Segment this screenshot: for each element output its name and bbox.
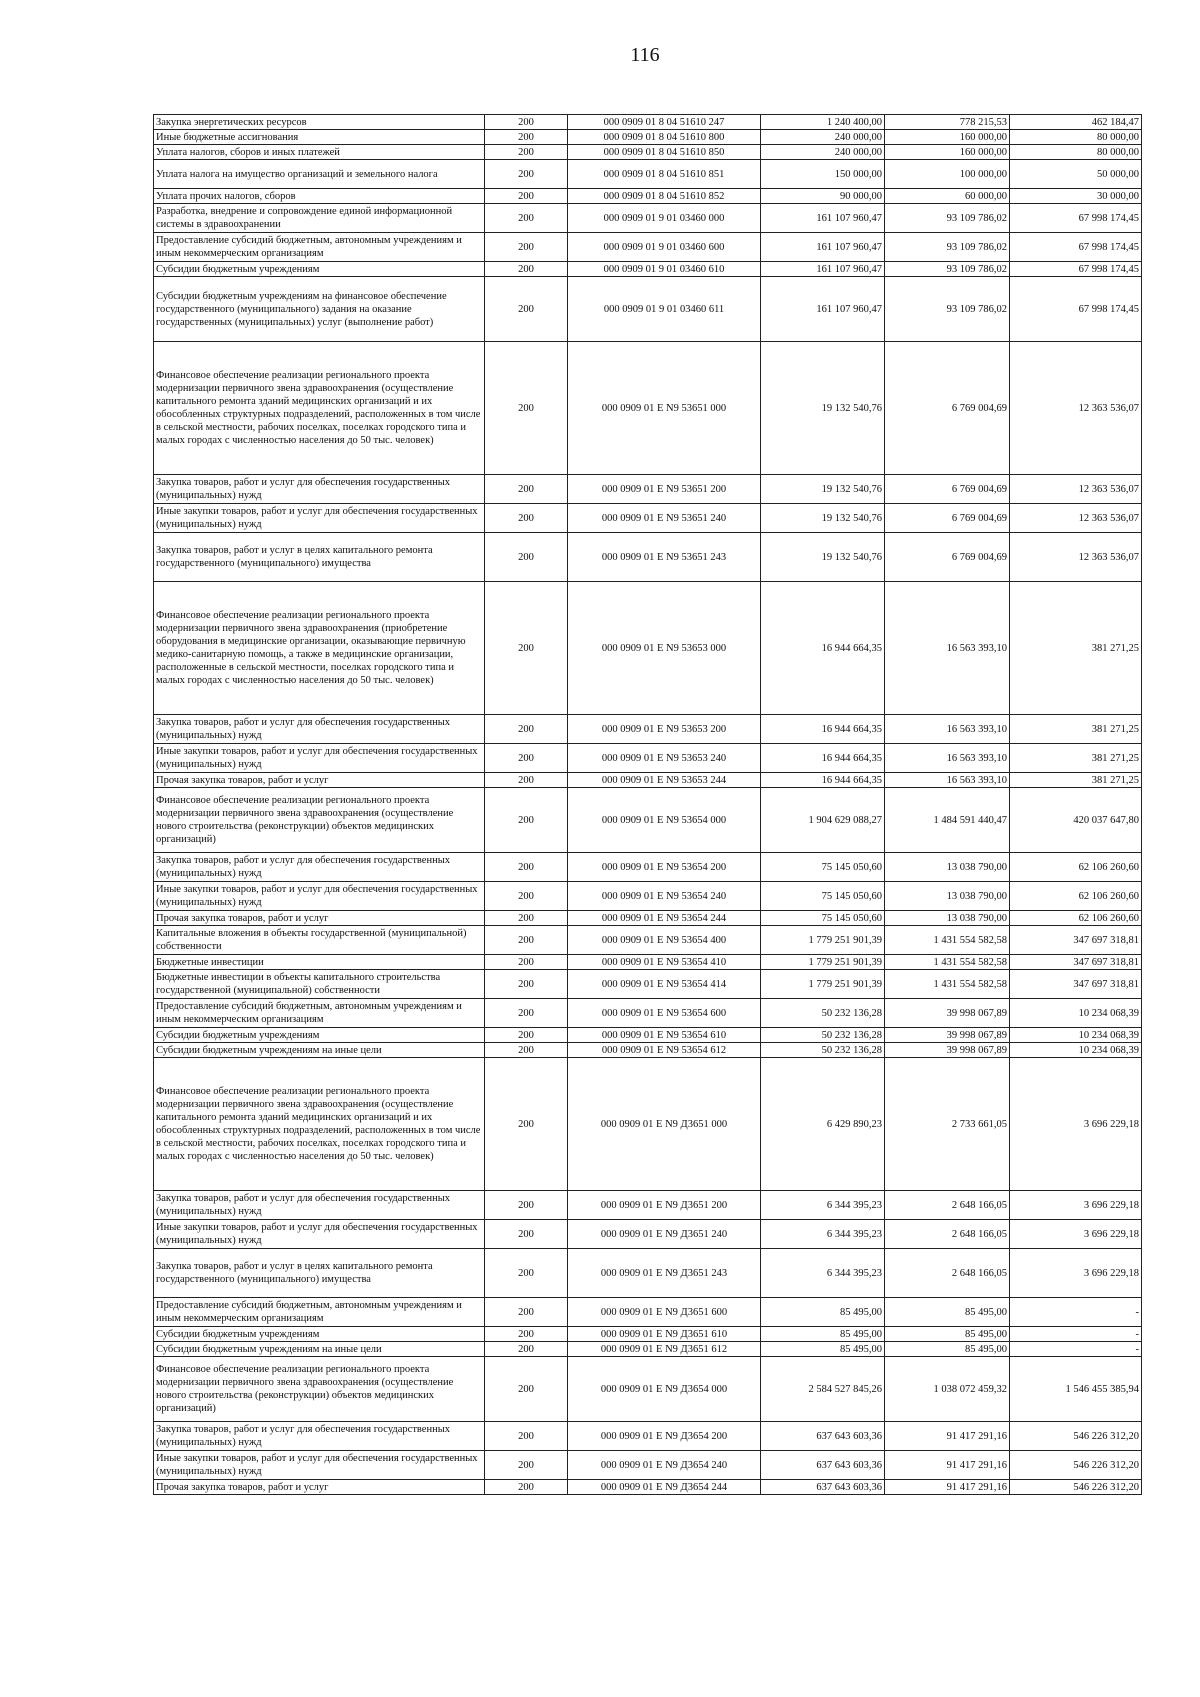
row-status-code: 200 <box>485 204 568 233</box>
row-executed-amount: 160 000,00 <box>885 130 1010 145</box>
row-executed-amount: 16 563 393,10 <box>885 715 1010 744</box>
row-name: Закупка товаров, работ и услуг для обеспечения государственных (муниципальных) нужд <box>154 715 485 744</box>
row-name: Субсидии бюджетным учреждениям на иные цели <box>154 1342 485 1357</box>
row-name: Закупка товаров, работ и услуг в целях капитального ремонта государственного (муниципального) имущества <box>154 1249 485 1298</box>
table-row <box>154 115 1142 130</box>
row-budget-code: 000 0909 01 E N9 53654 240 <box>568 882 761 911</box>
row-status-code: 200 <box>485 1342 568 1357</box>
row-approved-amount: 1 904 629 088,27 <box>761 788 885 853</box>
row-executed-amount: 1 431 554 582,58 <box>885 926 1010 955</box>
row-executed-amount: 6 769 004,69 <box>885 342 1010 475</box>
row-executed-amount: 100 000,00 <box>885 160 1010 189</box>
row-status-code: 200 <box>485 1298 568 1327</box>
row-approved-amount: 16 944 664,35 <box>761 773 885 788</box>
row-name: Бюджетные инвестиции в объекты капитального строительства государственной (муниципальной) собственности <box>154 970 485 999</box>
row-status-code: 200 <box>485 1043 568 1058</box>
row-remaining-amount: 3 696 229,18 <box>1010 1220 1142 1249</box>
row-remaining-amount: 420 037 647,80 <box>1010 788 1142 853</box>
row-remaining-amount: 80 000,00 <box>1010 130 1142 145</box>
row-status-code: 200 <box>485 504 568 533</box>
row-executed-amount: 85 495,00 <box>885 1298 1010 1327</box>
row-budget-code: 000 0909 01 E N9 53651 200 <box>568 475 761 504</box>
row-remaining-amount: 3 696 229,18 <box>1010 1058 1142 1191</box>
table-row <box>154 1480 1142 1495</box>
table-row <box>154 1298 1142 1327</box>
row-remaining-amount: 1 546 455 385,94 <box>1010 1357 1142 1422</box>
row-remaining-amount: 347 697 318,81 <box>1010 970 1142 999</box>
row-budget-code: 000 0909 01 E N9 53654 610 <box>568 1028 761 1043</box>
table-row <box>154 1028 1142 1043</box>
row-budget-code: 000 0909 01 E N9 Д3651 600 <box>568 1298 761 1327</box>
row-executed-amount: 6 769 004,69 <box>885 533 1010 582</box>
row-approved-amount: 75 145 050,60 <box>761 911 885 926</box>
row-executed-amount: 2 648 166,05 <box>885 1191 1010 1220</box>
row-status-code: 200 <box>485 715 568 744</box>
row-budget-code: 000 0909 01 8 04 51610 851 <box>568 160 761 189</box>
row-executed-amount: 1 431 554 582,58 <box>885 970 1010 999</box>
row-remaining-amount: 12 363 536,07 <box>1010 533 1142 582</box>
row-budget-code: 000 0909 01 E N9 53651 000 <box>568 342 761 475</box>
page-number: 116 <box>630 44 660 66</box>
row-executed-amount: 91 417 291,16 <box>885 1451 1010 1480</box>
row-name: Уплата прочих налогов, сборов <box>154 189 485 204</box>
row-executed-amount: 93 109 786,02 <box>885 204 1010 233</box>
row-approved-amount: 6 344 395,23 <box>761 1191 885 1220</box>
row-remaining-amount: 546 226 312,20 <box>1010 1451 1142 1480</box>
row-executed-amount: 93 109 786,02 <box>885 277 1010 342</box>
row-budget-code: 000 0909 01 E N9 Д3654 244 <box>568 1480 761 1495</box>
row-approved-amount: 161 107 960,47 <box>761 262 885 277</box>
row-remaining-amount: 381 271,25 <box>1010 715 1142 744</box>
row-approved-amount: 16 944 664,35 <box>761 744 885 773</box>
row-budget-code: 000 0909 01 E N9 53654 612 <box>568 1043 761 1058</box>
row-executed-amount: 2 648 166,05 <box>885 1249 1010 1298</box>
row-executed-amount: 39 998 067,89 <box>885 999 1010 1028</box>
table-row <box>154 342 1142 475</box>
row-executed-amount: 1 431 554 582,58 <box>885 955 1010 970</box>
table-row <box>154 160 1142 189</box>
row-name: Иные закупки товаров, работ и услуг для обеспечения государственных (муниципальных) нужд <box>154 1451 485 1480</box>
table-row <box>154 1422 1142 1451</box>
row-remaining-amount: 10 234 068,39 <box>1010 1028 1142 1043</box>
row-status-code: 200 <box>485 160 568 189</box>
table-row <box>154 1191 1142 1220</box>
row-status-code: 200 <box>485 970 568 999</box>
row-approved-amount: 637 643 603,36 <box>761 1451 885 1480</box>
row-approved-amount: 75 145 050,60 <box>761 882 885 911</box>
row-approved-amount: 637 643 603,36 <box>761 1480 885 1495</box>
table-row <box>154 911 1142 926</box>
row-name: Субсидии бюджетным учреждениям на иные цели <box>154 1043 485 1058</box>
row-executed-amount: 13 038 790,00 <box>885 911 1010 926</box>
row-executed-amount: 39 998 067,89 <box>885 1028 1010 1043</box>
row-approved-amount: 161 107 960,47 <box>761 204 885 233</box>
row-approved-amount: 2 584 527 845,26 <box>761 1357 885 1422</box>
table-row <box>154 204 1142 233</box>
row-budget-code: 000 0909 01 9 01 03460 000 <box>568 204 761 233</box>
row-name: Иные закупки товаров, работ и услуг для обеспечения государственных (муниципальных) нужд <box>154 1220 485 1249</box>
row-budget-code: 000 0909 01 9 01 03460 611 <box>568 277 761 342</box>
row-name: Субсидии бюджетным учреждениям <box>154 1028 485 1043</box>
row-budget-code: 000 0909 01 E N9 Д3651 240 <box>568 1220 761 1249</box>
row-remaining-amount: 12 363 536,07 <box>1010 342 1142 475</box>
row-status-code: 200 <box>485 1480 568 1495</box>
row-budget-code: 000 0909 01 E N9 53654 414 <box>568 970 761 999</box>
row-budget-code: 000 0909 01 8 04 51610 852 <box>568 189 761 204</box>
row-remaining-amount: - <box>1010 1342 1142 1357</box>
table-row <box>154 475 1142 504</box>
row-remaining-amount: 347 697 318,81 <box>1010 955 1142 970</box>
row-budget-code: 000 0909 01 E N9 Д3651 243 <box>568 1249 761 1298</box>
row-status-code: 200 <box>485 1028 568 1043</box>
row-name: Иные бюджетные ассигнования <box>154 130 485 145</box>
table-row <box>154 1058 1142 1191</box>
row-budget-code: 000 0909 01 E N9 53653 244 <box>568 773 761 788</box>
row-status-code: 200 <box>485 1451 568 1480</box>
row-remaining-amount: 546 226 312,20 <box>1010 1422 1142 1451</box>
row-name: Бюджетные инвестиции <box>154 955 485 970</box>
row-remaining-amount: 62 106 260,60 <box>1010 911 1142 926</box>
row-status-code: 200 <box>485 277 568 342</box>
row-approved-amount: 240 000,00 <box>761 145 885 160</box>
row-budget-code: 000 0909 01 E N9 53651 243 <box>568 533 761 582</box>
row-approved-amount: 19 132 540,76 <box>761 342 885 475</box>
row-approved-amount: 16 944 664,35 <box>761 715 885 744</box>
row-remaining-amount: 67 998 174,45 <box>1010 233 1142 262</box>
row-budget-code: 000 0909 01 8 04 51610 850 <box>568 145 761 160</box>
row-budget-code: 000 0909 01 E N9 Д3651 200 <box>568 1191 761 1220</box>
row-budget-code: 000 0909 01 E N9 Д3654 240 <box>568 1451 761 1480</box>
table-row <box>154 277 1142 342</box>
row-status-code: 200 <box>485 744 568 773</box>
row-status-code: 200 <box>485 788 568 853</box>
row-approved-amount: 19 132 540,76 <box>761 475 885 504</box>
row-approved-amount: 50 232 136,28 <box>761 999 885 1028</box>
row-approved-amount: 85 495,00 <box>761 1342 885 1357</box>
row-remaining-amount: 10 234 068,39 <box>1010 999 1142 1028</box>
row-name: Прочая закупка товаров, работ и услуг <box>154 773 485 788</box>
table-body <box>154 115 1142 1495</box>
table-row <box>154 1357 1142 1422</box>
row-executed-amount: 778 215,53 <box>885 115 1010 130</box>
table-row <box>154 582 1142 715</box>
row-status-code: 200 <box>485 533 568 582</box>
row-name: Закупка товаров, работ и услуг для обеспечения государственных (муниципальных) нужд <box>154 1191 485 1220</box>
table-row <box>154 504 1142 533</box>
row-remaining-amount: 67 998 174,45 <box>1010 204 1142 233</box>
row-approved-amount: 16 944 664,35 <box>761 582 885 715</box>
row-name: Закупка товаров, работ и услуг для обеспечения государственных (муниципальных) нужд <box>154 1422 485 1451</box>
row-name: Финансовое обеспечение реализации регионального проекта модернизации первичного звена здравоохранения (приобретение оборудования в медицинские организации, оказывающие первичную медико-санитарную помощь, а также в медицинские организации, расположенные в сельской местности, поселках городского типа и малых городах с численностью населения до 50 тыс. человек) <box>154 582 485 715</box>
row-budget-code: 000 0909 01 E N9 53654 400 <box>568 926 761 955</box>
row-status-code: 200 <box>485 115 568 130</box>
row-budget-code: 000 0909 01 E N9 53654 244 <box>568 911 761 926</box>
table-row <box>154 715 1142 744</box>
table-row <box>154 262 1142 277</box>
table-row <box>154 788 1142 853</box>
table-row <box>154 130 1142 145</box>
row-name: Иные закупки товаров, работ и услуг для обеспечения государственных (муниципальных) нужд <box>154 882 485 911</box>
row-budget-code: 000 0909 01 E N9 Д3651 000 <box>568 1058 761 1191</box>
table-row <box>154 1342 1142 1357</box>
row-name: Закупка товаров, работ и услуг в целях капитального ремонта государственного (муниципального) имущества <box>154 533 485 582</box>
table-row <box>154 926 1142 955</box>
row-executed-amount: 91 417 291,16 <box>885 1422 1010 1451</box>
row-status-code: 200 <box>485 955 568 970</box>
row-approved-amount: 85 495,00 <box>761 1298 885 1327</box>
row-approved-amount: 50 232 136,28 <box>761 1043 885 1058</box>
row-status-code: 200 <box>485 475 568 504</box>
row-budget-code: 000 0909 01 E N9 53653 200 <box>568 715 761 744</box>
table-row <box>154 1043 1142 1058</box>
row-status-code: 200 <box>485 1220 568 1249</box>
row-remaining-amount: 546 226 312,20 <box>1010 1480 1142 1495</box>
row-remaining-amount: - <box>1010 1298 1142 1327</box>
row-executed-amount: 16 563 393,10 <box>885 582 1010 715</box>
row-approved-amount: 1 779 251 901,39 <box>761 926 885 955</box>
row-executed-amount: 2 733 661,05 <box>885 1058 1010 1191</box>
row-remaining-amount: 12 363 536,07 <box>1010 504 1142 533</box>
row-budget-code: 000 0909 01 8 04 51610 247 <box>568 115 761 130</box>
row-status-code: 200 <box>485 1357 568 1422</box>
row-budget-code: 000 0909 01 E N9 Д3651 612 <box>568 1342 761 1357</box>
row-executed-amount: 13 038 790,00 <box>885 882 1010 911</box>
row-approved-amount: 19 132 540,76 <box>761 504 885 533</box>
table-row <box>154 1327 1142 1342</box>
row-remaining-amount: 12 363 536,07 <box>1010 475 1142 504</box>
row-budget-code: 000 0909 01 E N9 53654 410 <box>568 955 761 970</box>
row-status-code: 200 <box>485 999 568 1028</box>
row-name: Прочая закупка товаров, работ и услуг <box>154 911 485 926</box>
row-status-code: 200 <box>485 926 568 955</box>
table-row <box>154 233 1142 262</box>
row-status-code: 200 <box>485 1058 568 1191</box>
row-approved-amount: 150 000,00 <box>761 160 885 189</box>
row-executed-amount: 39 998 067,89 <box>885 1043 1010 1058</box>
row-remaining-amount: 381 271,25 <box>1010 744 1142 773</box>
row-name: Уплата налога на имущество организаций и земельного налога <box>154 160 485 189</box>
table-row <box>154 999 1142 1028</box>
row-budget-code: 000 0909 01 8 04 51610 800 <box>568 130 761 145</box>
row-executed-amount: 160 000,00 <box>885 145 1010 160</box>
table-row <box>154 1451 1142 1480</box>
row-name: Закупка энергетических ресурсов <box>154 115 485 130</box>
row-budget-code: 000 0909 01 E N9 Д3651 610 <box>568 1327 761 1342</box>
row-remaining-amount: 3 696 229,18 <box>1010 1191 1142 1220</box>
row-name: Финансовое обеспечение реализации регионального проекта модернизации первичного звена здравоохранения (осуществление капитального ремонта зданий медицинских организаций и их обособленных структурных подразделений, расположенных в том числе в сельской местности, рабочих поселках, поселках городского типа и малых городах с численностью населения до 50 тыс. человек) <box>154 342 485 475</box>
row-executed-amount: 85 495,00 <box>885 1342 1010 1357</box>
row-executed-amount: 6 769 004,69 <box>885 475 1010 504</box>
row-remaining-amount: 347 697 318,81 <box>1010 926 1142 955</box>
row-remaining-amount: 62 106 260,60 <box>1010 853 1142 882</box>
row-approved-amount: 6 429 890,23 <box>761 1058 885 1191</box>
row-approved-amount: 75 145 050,60 <box>761 853 885 882</box>
table-row <box>154 1249 1142 1298</box>
row-executed-amount: 2 648 166,05 <box>885 1220 1010 1249</box>
row-executed-amount: 60 000,00 <box>885 189 1010 204</box>
row-name: Иные закупки товаров, работ и услуг для обеспечения государственных (муниципальных) нужд <box>154 504 485 533</box>
table-row <box>154 853 1142 882</box>
table-row <box>154 744 1142 773</box>
row-budget-code: 000 0909 01 E N9 53653 240 <box>568 744 761 773</box>
row-status-code: 200 <box>485 1191 568 1220</box>
row-approved-amount: 6 344 395,23 <box>761 1249 885 1298</box>
row-executed-amount: 1 038 072 459,32 <box>885 1357 1010 1422</box>
row-remaining-amount: 67 998 174,45 <box>1010 277 1142 342</box>
row-budget-code: 000 0909 01 9 01 03460 600 <box>568 233 761 262</box>
row-status-code: 200 <box>485 1422 568 1451</box>
row-status-code: 200 <box>485 342 568 475</box>
row-approved-amount: 1 779 251 901,39 <box>761 970 885 999</box>
table-row <box>154 773 1142 788</box>
row-executed-amount: 16 563 393,10 <box>885 773 1010 788</box>
row-status-code: 200 <box>485 1249 568 1298</box>
row-name: Финансовое обеспечение реализации регионального проекта модернизации первичного звена здравоохранения (осуществление капитального ремонта зданий медицинских организаций и их обособленных структурных подразделений, расположенных в том числе в сельской местности, рабочих поселках, поселках городского типа и малых городах с численностью населения до 50 тыс. человек) <box>154 1058 485 1191</box>
row-remaining-amount: 67 998 174,45 <box>1010 262 1142 277</box>
row-name: Прочая закупка товаров, работ и услуг <box>154 1480 485 1495</box>
row-approved-amount: 1 779 251 901,39 <box>761 955 885 970</box>
table-row <box>154 882 1142 911</box>
row-remaining-amount: 50 000,00 <box>1010 160 1142 189</box>
row-status-code: 200 <box>485 1327 568 1342</box>
row-remaining-amount: 80 000,00 <box>1010 145 1142 160</box>
row-budget-code: 000 0909 01 E N9 53654 600 <box>568 999 761 1028</box>
row-name: Субсидии бюджетным учреждениям <box>154 1327 485 1342</box>
row-approved-amount: 1 240 400,00 <box>761 115 885 130</box>
row-name: Закупка товаров, работ и услуг для обеспечения государственных (муниципальных) нужд <box>154 475 485 504</box>
row-approved-amount: 240 000,00 <box>761 130 885 145</box>
row-name: Предоставление субсидий бюджетным, автономным учреждениям и иным некоммерческим организациям <box>154 999 485 1028</box>
row-executed-amount: 1 484 591 440,47 <box>885 788 1010 853</box>
budget-execution-table <box>153 114 1142 1495</box>
row-remaining-amount: 3 696 229,18 <box>1010 1249 1142 1298</box>
row-remaining-amount: 10 234 068,39 <box>1010 1043 1142 1058</box>
row-name: Предоставление субсидий бюджетным, автономным учреждениям и иным некоммерческим организациям <box>154 1298 485 1327</box>
row-name: Предоставление субсидий бюджетным, автономным учреждениям и иным некоммерческим организациям <box>154 233 485 262</box>
row-executed-amount: 16 563 393,10 <box>885 744 1010 773</box>
row-remaining-amount: - <box>1010 1327 1142 1342</box>
row-name: Субсидии бюджетным учреждениям <box>154 262 485 277</box>
row-executed-amount: 93 109 786,02 <box>885 233 1010 262</box>
table-row <box>154 1220 1142 1249</box>
row-remaining-amount: 381 271,25 <box>1010 773 1142 788</box>
row-status-code: 200 <box>485 773 568 788</box>
row-status-code: 200 <box>485 853 568 882</box>
row-approved-amount: 90 000,00 <box>761 189 885 204</box>
row-executed-amount: 6 769 004,69 <box>885 504 1010 533</box>
row-executed-amount: 93 109 786,02 <box>885 262 1010 277</box>
row-approved-amount: 50 232 136,28 <box>761 1028 885 1043</box>
row-budget-code: 000 0909 01 E N9 53654 200 <box>568 853 761 882</box>
row-name: Финансовое обеспечение реализации регионального проекта модернизации первичного звена здравоохранения (осуществление нового строительства (реконструкции) объектов медицинских организаций) <box>154 1357 485 1422</box>
row-name: Закупка товаров, работ и услуг для обеспечения государственных (муниципальных) нужд <box>154 853 485 882</box>
row-name: Разработка, внедрение и сопровождение единой информационной системы в здравоохранении <box>154 204 485 233</box>
row-remaining-amount: 462 184,47 <box>1010 115 1142 130</box>
row-status-code: 200 <box>485 189 568 204</box>
row-approved-amount: 637 643 603,36 <box>761 1422 885 1451</box>
row-executed-amount: 85 495,00 <box>885 1327 1010 1342</box>
row-status-code: 200 <box>485 233 568 262</box>
table-row <box>154 189 1142 204</box>
row-remaining-amount: 30 000,00 <box>1010 189 1142 204</box>
row-name: Иные закупки товаров, работ и услуг для обеспечения государственных (муниципальных) нужд <box>154 744 485 773</box>
row-executed-amount: 13 038 790,00 <box>885 853 1010 882</box>
row-approved-amount: 161 107 960,47 <box>761 233 885 262</box>
row-name: Уплата налогов, сборов и иных платежей <box>154 145 485 160</box>
table-row <box>154 145 1142 160</box>
row-budget-code: 000 0909 01 E N9 53654 000 <box>568 788 761 853</box>
table-row <box>154 533 1142 582</box>
row-budget-code: 000 0909 01 E N9 53653 000 <box>568 582 761 715</box>
row-status-code: 200 <box>485 882 568 911</box>
row-status-code: 200 <box>485 130 568 145</box>
row-status-code: 200 <box>485 262 568 277</box>
row-remaining-amount: 62 106 260,60 <box>1010 882 1142 911</box>
row-budget-code: 000 0909 01 E N9 Д3654 200 <box>568 1422 761 1451</box>
row-name: Субсидии бюджетным учреждениям на финансовое обеспечение государственного (муниципального) задания на оказание государственных (муниципальных) услуг (выполнение работ) <box>154 277 485 342</box>
row-name: Капитальные вложения в объекты государственной (муниципальной) собственности <box>154 926 485 955</box>
row-budget-code: 000 0909 01 9 01 03460 610 <box>568 262 761 277</box>
table-row <box>154 955 1142 970</box>
row-approved-amount: 19 132 540,76 <box>761 533 885 582</box>
table-row <box>154 970 1142 999</box>
row-approved-amount: 161 107 960,47 <box>761 277 885 342</box>
row-approved-amount: 6 344 395,23 <box>761 1220 885 1249</box>
row-budget-code: 000 0909 01 E N9 53651 240 <box>568 504 761 533</box>
row-remaining-amount: 381 271,25 <box>1010 582 1142 715</box>
row-executed-amount: 91 417 291,16 <box>885 1480 1010 1495</box>
row-name: Финансовое обеспечение реализации регионального проекта модернизации первичного звена здравоохранения (осуществление нового строительства (реконструкции) объектов медицинских организаций) <box>154 788 485 853</box>
row-status-code: 200 <box>485 145 568 160</box>
row-budget-code: 000 0909 01 E N9 Д3654 000 <box>568 1357 761 1422</box>
row-status-code: 200 <box>485 582 568 715</box>
row-approved-amount: 85 495,00 <box>761 1327 885 1342</box>
row-status-code: 200 <box>485 911 568 926</box>
